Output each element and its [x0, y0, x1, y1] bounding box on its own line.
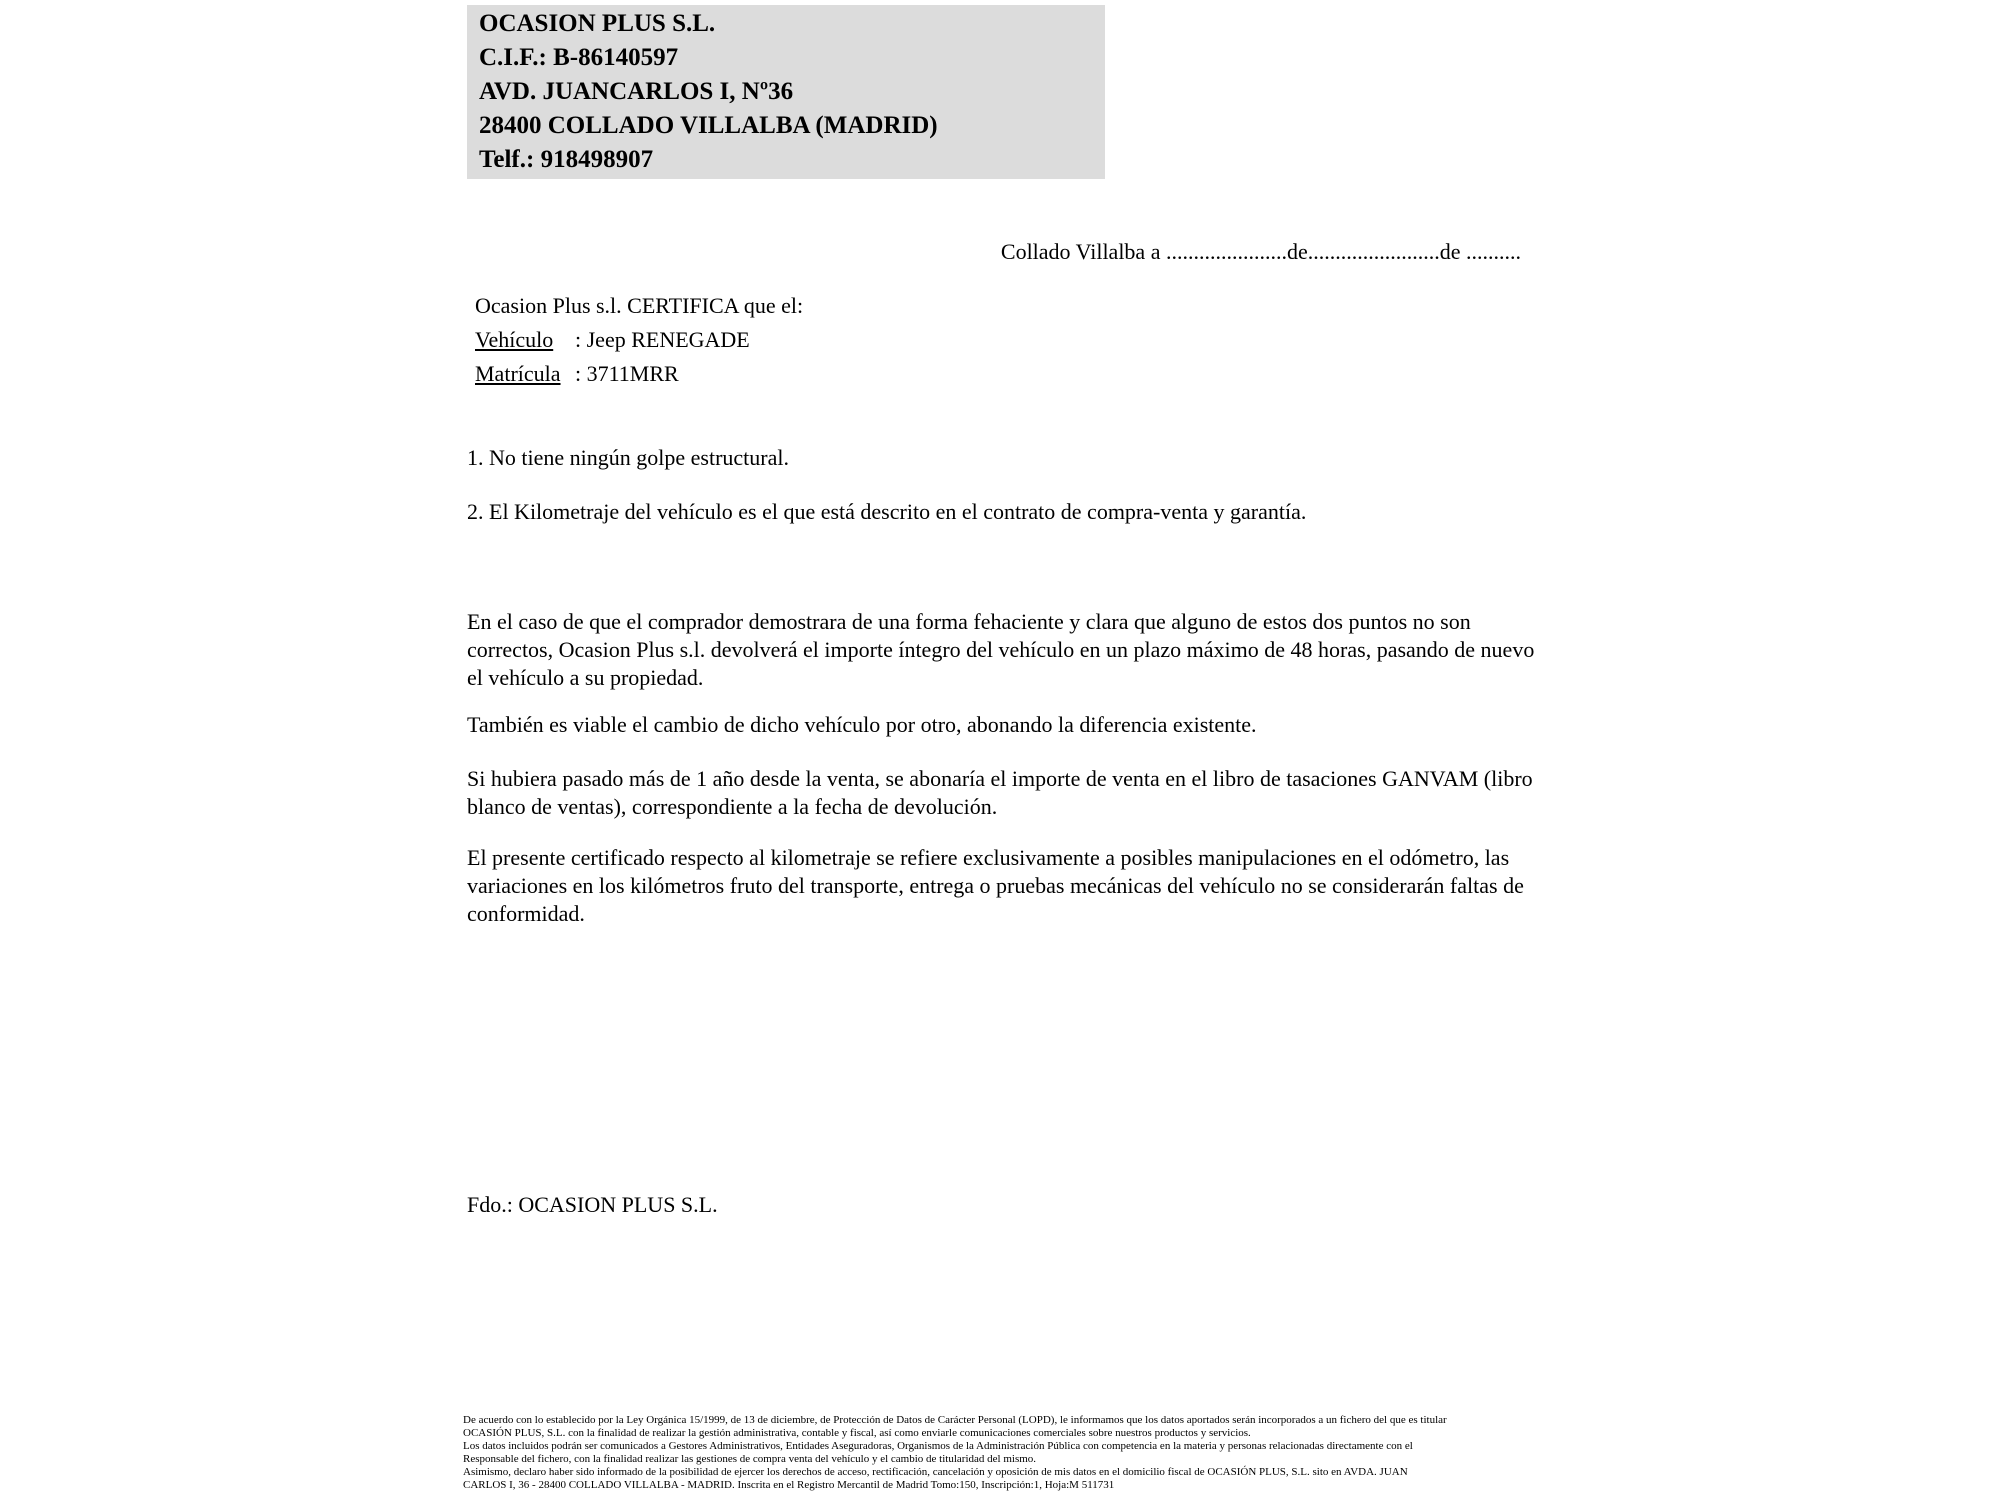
- company-phone: Telf.: 918498907: [479, 146, 654, 173]
- certification-block: [467, 289, 1539, 391]
- vehicle-field-label: Vehículo: [475, 327, 554, 352]
- vehicle-field-value: : Jeep RENEGADE: [575, 327, 750, 352]
- certification-intro: Ocasion Plus s.l. CERTIFICA que el:: [475, 293, 804, 318]
- plate-field: [475, 357, 1539, 391]
- date-fill-in-line: Collado Villalba a ......................de........................de ..........: [1000, 239, 1521, 264]
- ganvam-paragraph: Si hubiera pasado más de 1 año desde la venta, se abonaría el importe de venta en el libro de tasaciones GANVAM (libro blanco de ventas), correspondiente a la fecha de devolución.: [467, 766, 1533, 819]
- exchange-paragraph: También es viable el cambio de dicho vehículo por otro, abonando la diferencia existente.: [467, 712, 1257, 737]
- odometer-paragraph: El presente certificado respecto al kilometraje se refiere exclusivamente a posibles manipulaciones en el odómetro, las variaciones en los kilómetros fruto del transporte, entrega o pruebas mecánicas del vehículo no se considerarán faltas de conformidad.: [467, 845, 1524, 926]
- legal-footer-line: Responsable del fichero, con la finalidad realizar las gestiones de compra venta del vehículo y el cambio de titularidad del mismo.: [463, 1453, 1037, 1465]
- company-city: 28400 COLLADO VILLALBA (MADRID): [479, 112, 938, 139]
- vehicle-field: [475, 323, 1539, 357]
- company-address: AVD. JUANCARLOS I, Nº36: [479, 78, 794, 105]
- plate-field-label: Matrícula: [475, 361, 561, 386]
- clause-1: 1. No tiene ningún golpe estructural.: [467, 445, 789, 470]
- certificate-document: [463, 0, 1539, 1500]
- company-name: OCASION PLUS S.L.: [479, 10, 716, 37]
- legal-footer-line: De acuerdo con lo establecido por la Ley Orgánica 15/1999, de 13 de diciembre, de Protección de Datos de Carácter Personal (LOPD), le informamos que los datos aportados serán incorporados a un fichero del que es titular: [463, 1414, 1447, 1426]
- legal-footer-line: Los datos incluidos podrán ser comunicados a Gestores Administrativos, Entidades Aseguradoras, Organismos de la Administración Pública con competencia en la materia y personas relacionadas directamente con el: [463, 1440, 1413, 1452]
- legal-footer: [463, 1414, 1447, 1492]
- legal-footer-line: OCASIÓN PLUS, S.L. con la finalidad de realizar la gestión administrativa, contable y fiscal, así como enviarle comunicaciones comerciales sobre nuestros productos y servicios.: [463, 1427, 1251, 1439]
- legal-footer-line: Asimismo, declaro haber sido informado de la posibilidad de ejercer los derechos de acceso, rectificación, cancelación y oposición de mis datos en el domicilio fiscal de OCASIÓN PLUS, S.L. sito en AVDA. JUAN: [463, 1466, 1408, 1478]
- legal-footer-line: CARLOS I, 36 - 28400 COLLADO VILLALBA - MADRID. Inscrita en el Registro Mercantil de Madrid Tomo:150, Inscripción:1, Hoja:M 511731: [463, 1479, 1115, 1491]
- refund-paragraph: En el caso de que el comprador demostrara de una forma fehaciente y clara que alguno de estos dos puntos no son correctos, Ocasion Plus s.l. devolverá el importe íntegro del vehículo en un plazo máximo de 48 horas, pasando de nuevo el vehículo a su propiedad.: [467, 609, 1535, 690]
- plate-field-value: : 3711MRR: [575, 361, 679, 386]
- clause-2: 2. El Kilometraje del vehículo es el que está descrito en el contrato de compra-venta y garantía.: [467, 499, 1307, 524]
- company-cif: C.I.F.: B-86140597: [479, 44, 679, 71]
- signature-line: Fdo.: OCASION PLUS S.L.: [467, 1192, 718, 1217]
- company-header-box: [467, 5, 1105, 179]
